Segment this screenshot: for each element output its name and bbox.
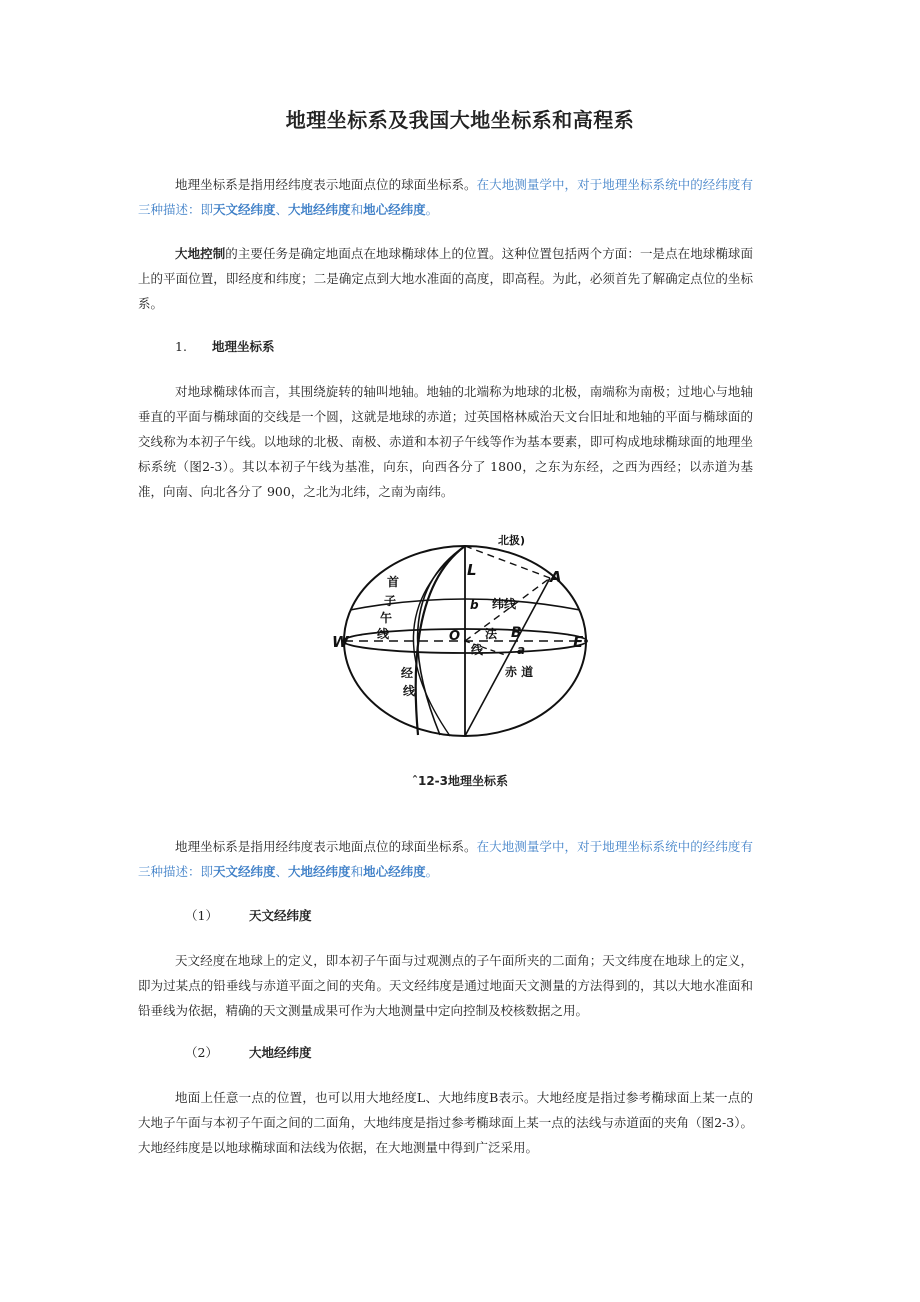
label-e: E xyxy=(573,633,584,651)
label-b-lower: b xyxy=(470,598,479,612)
intro2-blue-text: 在大地测量学中，对于地理坐标系统中的经纬度有三种描述：即 xyxy=(138,839,753,879)
section-number: 1. xyxy=(175,339,187,354)
intro-sep1: 、 xyxy=(275,202,289,217)
label-zi3: 午 xyxy=(380,611,393,625)
control-text: 的主要任务是确定地面点在地球椭球体上的位置。这种位置包括两个方面：一是点在地球椭球面上的平面位置，即经度和纬度；二是确定点到大地水准面的高度，即高程。为此，必须首先了解确定点位的坐标系。 xyxy=(138,246,753,311)
term-astronomic: 天文经纬度 xyxy=(213,202,276,217)
section-title: 地理坐标系 xyxy=(212,339,275,354)
label-zi4: 线 xyxy=(377,627,390,641)
north-pole-label: 北扱) xyxy=(498,534,526,547)
intro2-end: 。 xyxy=(425,864,439,879)
page-title: 地理坐标系及我国大地坐标系和高程系 xyxy=(285,108,635,132)
label-w: W xyxy=(332,633,349,651)
label-fa: 法 xyxy=(485,627,498,641)
subsection-heading-1 xyxy=(185,906,312,926)
geodetic-paragraph: 地面上任意一点的位置，也可以用大地经度L、大地纬度B表示。大地经度是指过参考椭球面上某一点的大地子午面与本初子午面之间的二面角，大地纬度是指过参考椭球面上某一点的法线与赤道面的夹角（图2-3）。大地经纬度是以地球椭球面和法线为依据，在大地测量中得到广泛采用。 xyxy=(138,1090,753,1155)
label-zi1: 首 xyxy=(387,575,400,589)
dashed-arc-upper xyxy=(465,546,550,578)
label-a: A xyxy=(550,568,562,586)
label-jing: 经 xyxy=(401,666,414,680)
control-bold-term: 大地控制 xyxy=(175,246,226,261)
term-geodetic: 大地经纬度 xyxy=(288,202,351,217)
term2-astronomic: 天文经纬度 xyxy=(213,864,276,879)
geographic-coordinate-figure xyxy=(330,530,600,745)
axis-paragraph: 对地球椭球体而言，其围绕旋转的轴叫地轴。地轴的北端称为地球的北极，南端称为南极；过地心与地轴垂直的平面与椭球面的交线是一个圆，这就是地球的赤道；过英国格林威治天文台旧址和地轴的平面与椭球面的交线称为本初子午线。以地球的北极、南极、赤道和本初子午线等作为基本要素，即可构成地球椭球面的地理坐标系统（图2-3）。其以本初子午线为基准，向东，向西各分了 1800，之东为东经，之西为西经；以赤道为基准，向南、向北各分了 900，之北为北纬，之南为南纬。 xyxy=(138,384,753,499)
intro-paragraph xyxy=(138,172,753,222)
label-o: O xyxy=(449,629,461,644)
label-chidao: 赤 道 xyxy=(505,665,534,679)
control-paragraph xyxy=(138,241,753,316)
astronomic-paragraph: 天文经度在地球上的定义，即本初子午面与过观测点的子午面所夹的二面角；天文纬度在地球上的定义，即为过某点的铅垂线与赤道平面之间的夹角。天文经纬度是通过地面天文测量的方法得到的，其以大地水准面和铅垂线为依据，精确的天文测量成果可作为大地测量中定向控制及校核数据之用。 xyxy=(138,953,753,1018)
label-l: L xyxy=(467,561,477,579)
subsection-number: （1） xyxy=(185,908,218,923)
intro2-sep1: 、 xyxy=(275,864,289,879)
section-heading-1 xyxy=(175,337,275,357)
intro-sep2: 和 xyxy=(350,202,364,217)
intro-blue-text: 在大地测量学中，对于地理坐标系统中的经纬度有三种描述：即 xyxy=(138,177,753,217)
label-xian: 线 xyxy=(471,643,484,657)
intro2-plain-text: 地理坐标系是指用经纬度表示地面点位的球面坐标系。 xyxy=(175,839,477,854)
term2-geodetic: 大地经纬度 xyxy=(288,864,351,879)
term2-geocentric: 地心经纬度 xyxy=(363,864,426,879)
subsection-number: （2） xyxy=(185,1045,218,1060)
intro2-sep2: 和 xyxy=(350,864,364,879)
label-a-lower: a xyxy=(517,643,526,657)
subsection-title: 大地经纬度 xyxy=(249,1045,312,1060)
intro-end: 。 xyxy=(425,202,439,217)
figure-caption: ˆ12-3地理坐标系 xyxy=(411,774,509,788)
intro-paragraph-repeat xyxy=(138,834,753,884)
intro-plain-text: 地理坐标系是指用经纬度表示地面点位的球面坐标系。 xyxy=(175,177,477,192)
label-b-upper: B xyxy=(511,625,522,641)
label-zi2: 子 xyxy=(384,594,397,608)
term-geocentric: 地心经纬度 xyxy=(363,202,426,217)
label-xian2: 线 xyxy=(403,684,416,698)
subsection-heading-2 xyxy=(185,1043,312,1063)
subsection-title: 天文经纬度 xyxy=(249,908,312,923)
label-weixian: 纬线 xyxy=(492,597,517,611)
